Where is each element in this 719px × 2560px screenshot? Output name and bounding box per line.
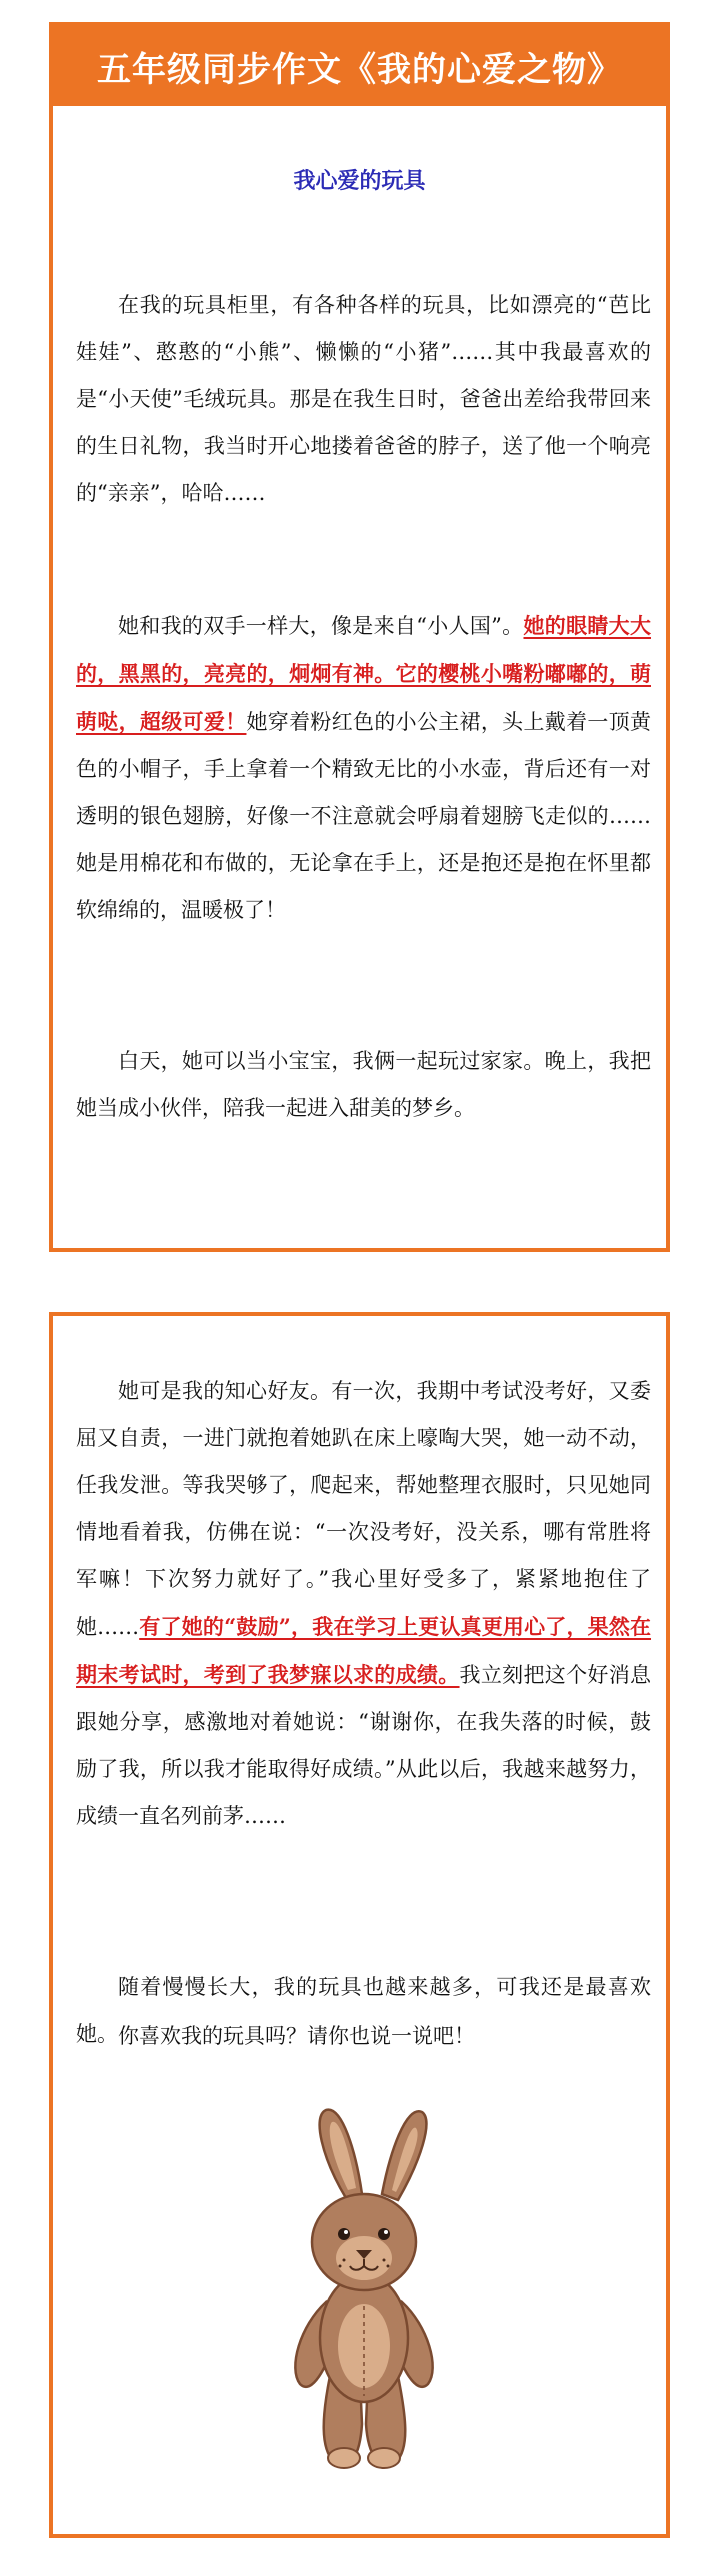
essay-card-bottom [49, 1312, 670, 2538]
paragraph-best-friend-ending: 我立刻把这个好消息跟她分享，感激地对着她说：“谢谢你，在我失落的时候，鼓励了我，所以我才能取得好成绩。”从此以后，我越来越努力，成绩一直名列前茅…… [76, 1663, 652, 1828]
plush-bunny-icon [264, 2106, 464, 2476]
highlighted-sentence-eyes-mouth: 她的眼睛大大的，黑黑的，亮亮的，炯炯有神。它的樱桃小嘴粉嘟嘟的，萌萌哒，超级可爱！ [76, 613, 651, 734]
paragraph-appearance-detail: 她穿着粉红色的小公主裙，头上戴着一顶黄色的小帽子，手上拿着一个精致无比的小水壶，背后还有一对透明的银色翅膀，好像一不注意就会呼扇着翅膀飞走似的……她是用棉花和布做的，无论拿在手上，还是抱还是抱在怀里都软绵绵的，温暖极了！ [76, 710, 652, 922]
page-title: 五年级同步作文《我的心爱之物》 [97, 49, 622, 90]
paragraph-appearance-intro: 她和我的双手一样大，像是来自“小人国”。 [118, 614, 524, 638]
paragraph-closing-question: 你喜欢我的玩具吗？请你也说一说吧！ [118, 2024, 475, 2048]
essay-card-top [49, 22, 670, 1252]
paragraph-best-friend [76, 1368, 651, 1840]
paragraph-best-friend-story: 她可是我的知心好友。有一次，我期中考试没考好，又委屈又自责，一进门就抱着她趴在床上嚎啕大哭，她一动不动，任我发泄。等我哭够了，爬起来，帮她整理衣服时，只见她同情地看着我，仿佛在说：“一次没考好，没关系，哪有常胜将军嘛！下次努力就好了。”我心里好受多了，紧紧地抱住了她…… [76, 1379, 651, 1639]
essay-title: 我心爱的玩具 [293, 168, 426, 194]
highlighted-sentence-encouragement: 有了她的“鼓励”，我在学习上更认真更用心了，果然在期末考试时，考到了我梦寐以求的成绩。 [76, 1614, 652, 1687]
paragraph-toy-cabinet: 在我的玩具柜里，有各种各样的玩具，比如漂亮的“芭比娃娃”、憨憨的“小熊”、懒懒的“小猪”……其中我最喜欢的是“小天使”毛绒玩具。那是在我生日时，爸爸出差给我带回来的生日礼物，我当时开心地搂着爸爸的脖子，送了他一个响亮的“亲亲”，哈哈…… [76, 293, 651, 505]
page-title-banner [53, 26, 666, 106]
paragraph-growing-up: 随着慢慢长大，我的玩具也越来越多，可我还是最喜欢她。 [76, 1975, 651, 2046]
paragraph-daily-play: 白天，她可以当小宝宝，我俩一起玩过家家。晚上，我把她当成小伙伴，陪我一起进入甜美的梦乡。 [76, 1049, 651, 1120]
paragraph-appearance [76, 602, 651, 934]
